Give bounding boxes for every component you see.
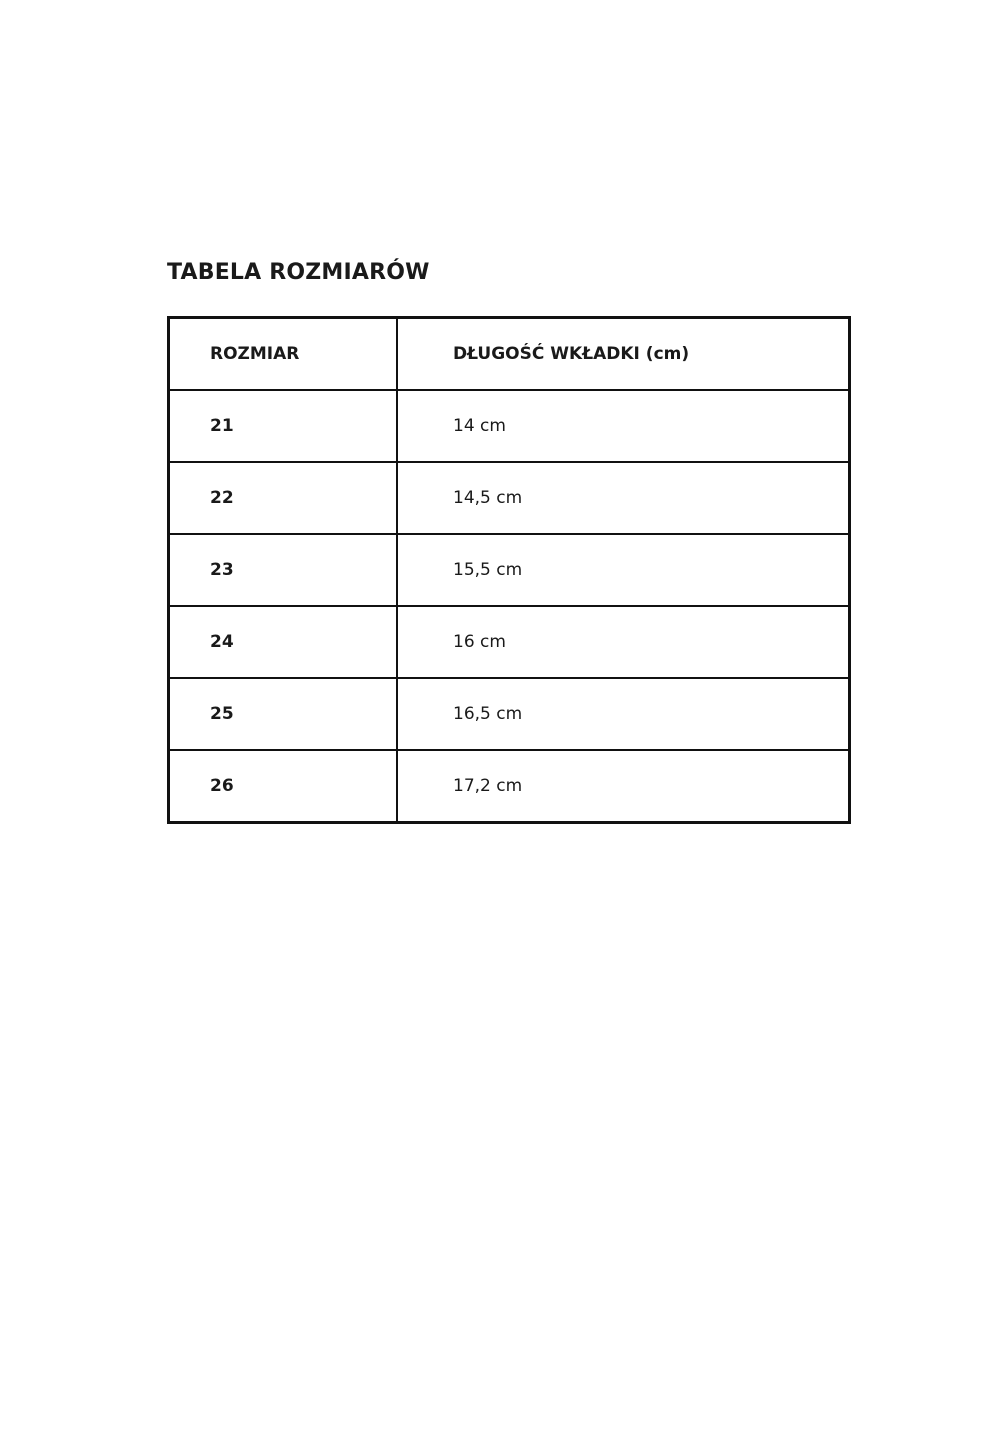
size-cell [169, 750, 398, 823]
length-value: 14,5 cm [453, 488, 523, 508]
length-value: 16,5 cm [453, 704, 523, 724]
table-row [169, 750, 850, 823]
size-value: 23 [210, 560, 234, 580]
length-cell [397, 462, 850, 534]
length-value: 14 cm [453, 416, 506, 436]
column-header-size [169, 318, 398, 391]
length-cell [397, 606, 850, 678]
size-value: 24 [210, 632, 234, 652]
size-value: 26 [210, 776, 234, 796]
size-value: 25 [210, 704, 234, 724]
length-value: 15,5 cm [453, 560, 523, 580]
length-cell [397, 390, 850, 462]
length-cell [397, 678, 850, 750]
size-cell [169, 606, 398, 678]
page-title: TABELA ROZMIARÓW [167, 260, 430, 285]
length-value: 16 cm [453, 632, 506, 652]
size-value: 21 [210, 416, 234, 436]
column-header-size-label: ROZMIAR [210, 344, 300, 364]
table-header-row [169, 318, 850, 391]
length-cell [397, 534, 850, 606]
length-cell [397, 750, 850, 823]
column-header-insole-length-label: DŁUGOŚĆ WKŁADKI (cm) [453, 344, 690, 364]
size-cell [169, 534, 398, 606]
size-chart-table [167, 316, 851, 824]
table-row [169, 606, 850, 678]
size-cell [169, 390, 398, 462]
column-header-insole-length [397, 318, 850, 391]
length-value: 17,2 cm [453, 776, 523, 796]
table-row [169, 390, 850, 462]
table-row [169, 678, 850, 750]
size-cell [169, 678, 398, 750]
table-row [169, 462, 850, 534]
table-row [169, 534, 850, 606]
size-value: 22 [210, 488, 234, 508]
size-cell [169, 462, 398, 534]
